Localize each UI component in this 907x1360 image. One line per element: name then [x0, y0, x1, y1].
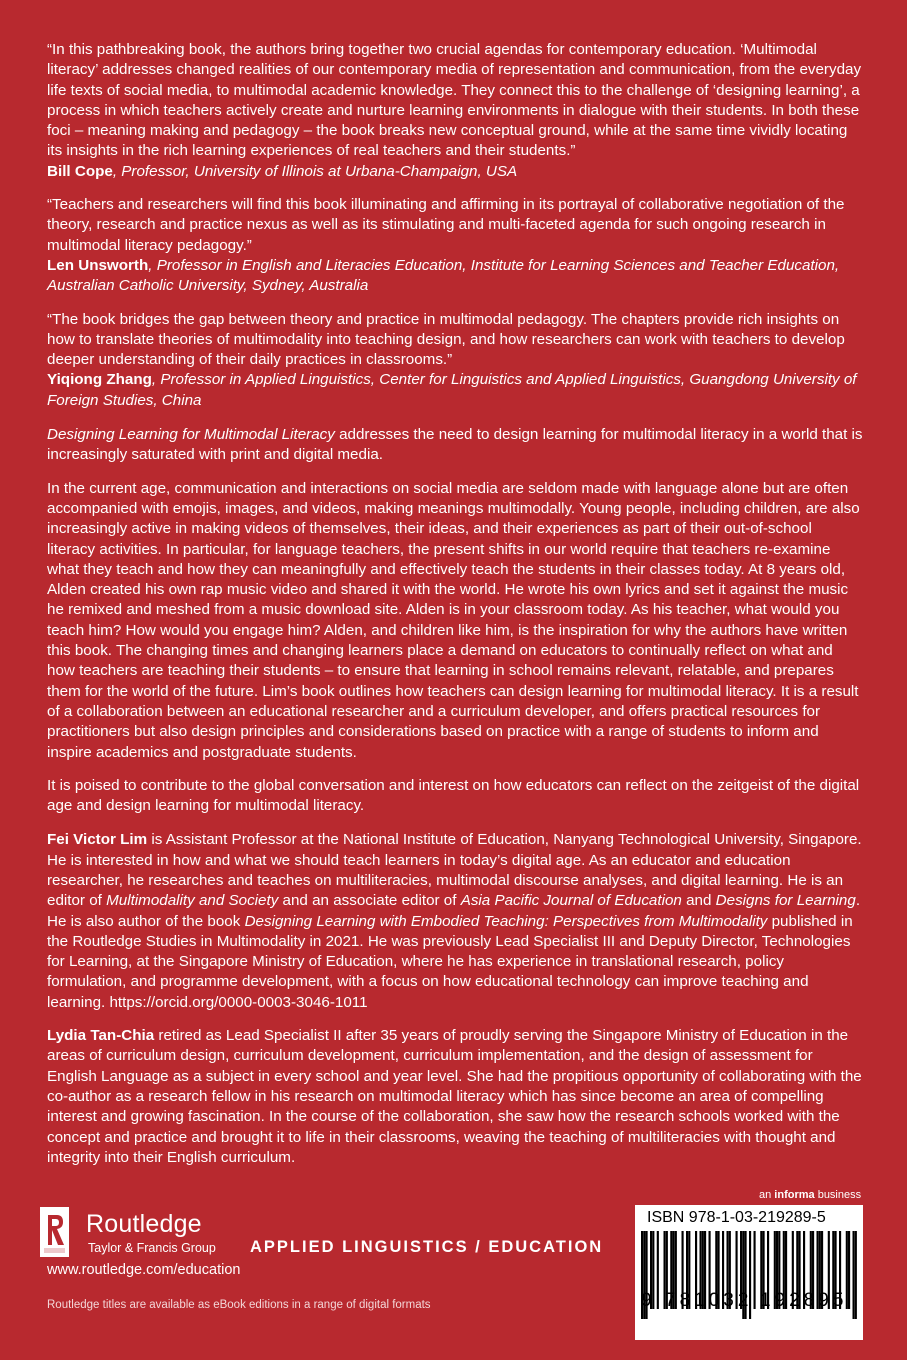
publisher-name: Routledge	[86, 1210, 202, 1238]
endorser-name: Len Unsworth	[47, 256, 149, 274]
barcode-digits-right: 192895	[760, 1290, 848, 1311]
endorsement-3	[47, 310, 863, 411]
endorser-name: Bill Cope	[47, 162, 113, 180]
barcode-digits	[635, 1290, 863, 1320]
publisher-url[interactable]: www.routledge.com/education	[47, 1262, 241, 1278]
isbn-number: ISBN 978-1-03-219289-5	[647, 1209, 826, 1226]
author-bio-lim: Fei Victor Lim is Assistant Professor at the National Institute of Education, Nanyang Technological University, Singapore. He is interested in how and what we should teach learners in today’s digital age. As an educator and education researcher, he researches and teaches on multiliteracies, multimodal discourse analyses, and digital learning. He is an editor of Multimodality and Society and an associate editor of Asia Pacific Journal of Education and Designs for Learning. He is also author of the book Designing Learning with Embodied Teaching: Perspectives from Multimodality published in the Routledge Studies in Multimodality in 2021. He was previously Lead Specialist III and Deputy Director, Technologies for Learning, at the Singapore Ministry of Education, where he has experience in translational research, policy formulation, and programme development, with a focus on how educational technology can improve teaching and learning. https://orcid.org/0000-0003-3046-1011	[47, 831, 862, 1011]
isbn-barcode	[635, 1205, 863, 1340]
endorsement-2	[47, 195, 863, 296]
barcode-digit-first: 9	[641, 1290, 652, 1311]
description-paragraph: In the current age, communication and interactions on social media are seldom made with language alone but are often accompanied with emojis, images, and videos, making meanings multimodally. Young people, including children, are also increasingly active in making videos of themselves, their ideas, and their experiences as part of their out-of-school literacy activities. In particular, for language teachers, the present shifts in our world require that teachers re-examine what they teach and how they can meaningfully and effectively teach the students in their classes today. At 8 years old, Alden created his own rap music video and shared it with the world. He wrote his own lyrics and set it against the music he remixed and meshed from a music download site. Alden is in your classroom today. As his teacher, what would you teach him? How would you engage him? Alden, and children like him, is the inspiration for why the authors have written this book. The changing times and changing learners place a demand on educators to continually reflect on what and how teachers are teaching their students – to ensure that learning in school remains relevant, relatable, and prepares them for the world of the future. Lim’s book outlines how teachers can design learning for multimodal literacy. It is a result of a collaboration between an educational researcher and a curriculum developer, and offers practical resources for practitioners but also design principles and considerations based on practice with a range of students to inform and inspire academics and postgraduate students.	[47, 479, 860, 761]
endorser-name: Yiqiong Zhang	[47, 371, 152, 389]
endorser-role: , Professor, University of Illinois at Urbana-Champaign, USA	[112, 162, 518, 180]
cover-footer	[0, 1180, 907, 1360]
author-bio-tan-chia: Lydia Tan-Chia retired as Lead Specialist II after 35 years of proudly serving the Singapore Ministry of Education in the areas of curriculum design, curriculum development, curriculum implementation, and the design of assessment for English Language as a subject in every school and year level. She had the propitious opportunity of collaborating with the co-author as a research fellow in his research on multimodal literacy which has since become an area of compelling interest and growing fascination. In the course of the collaboration, she saw how the research schools worked with the concept and practice and brought it to life in their classrooms, weaving the teaching of multiliteracies with thought and integrity into their English curriculum.	[47, 1027, 862, 1166]
book-title: Designing Learning for Multimodal Literacy	[47, 426, 335, 444]
quote-text: “In this pathbreaking book, the authors bring together two crucial agendas for contemporary education. ‘Multimodal literacy’ addresses changed realities of our contemporary media of representation and communication, from the everyday life texts of social media, to multimodal academic knowledge. They connect this to the challenge of ‘designing learning’, a process in which teachers actively create and nurture learning environments in dialogue with their students. In both these foci – meaning making and pedagogy – the book breaks new conceptual ground, while at the same time vividly locating its insights in the rich learning experiences of real teachers and their students.”	[47, 41, 862, 160]
subject-category: APPLIED LINGUISTICS / EDUCATION	[250, 1238, 604, 1256]
author-name: Fei Victor Lim	[47, 831, 148, 849]
back-cover-text	[47, 40, 863, 1168]
endorser-role: , Professor in Applied Linguistics, Center for Linguistics and Applied Linguistics, Guangdong University of Foreign Studies, China	[47, 371, 857, 409]
endorser-role: , Professor in English and Literacies Education, Institute for Learning Sciences and Teacher Education, Australian Catholic University, Sydney, Australia	[47, 256, 840, 295]
quote-text: “The book bridges the gap between theory and practice in multimodal pedagogy. The chapters provide rich insights on how to translate theories of multimodality into teaching design, and how researchers can work with teachers to develop deeper understanding of their daily practices in classrooms.”	[47, 310, 845, 369]
barcode-digits-left: 781032	[665, 1290, 753, 1311]
quote-attribution	[47, 256, 863, 297]
quote-text: “Teachers and researchers will find this book illuminating and affirming in its portrayal of collaborative negotiation of the theory, research and practice nexus as well as its stimulating and multi-faceted agenda for such ongoing research in multimodal literacy pedagogy.”	[47, 196, 845, 254]
description-paragraph: It is poised to contribute to the global conversation and interest on how educators can reflect on the zeitgeist of the digital age and design learning for multimodal literacy.	[47, 776, 860, 815]
author-name: Lydia Tan-Chia	[47, 1027, 155, 1045]
publisher-group: Taylor & Francis Group	[88, 1241, 216, 1255]
quote-attribution	[47, 370, 863, 411]
endorsement-1	[47, 40, 863, 182]
routledge-logo-icon	[40, 1207, 69, 1257]
quote-attribution	[47, 162, 863, 182]
description-intro: Designing Learning for Multimodal Literacy addresses the need to design learning for multimodal literacy in a world that is increasingly saturated with print and digital media.	[47, 426, 863, 464]
informa-tagline: an informa business	[759, 1189, 862, 1201]
ebook-note: Routledge titles are available as eBook editions in a range of digital formats	[47, 1299, 431, 1311]
